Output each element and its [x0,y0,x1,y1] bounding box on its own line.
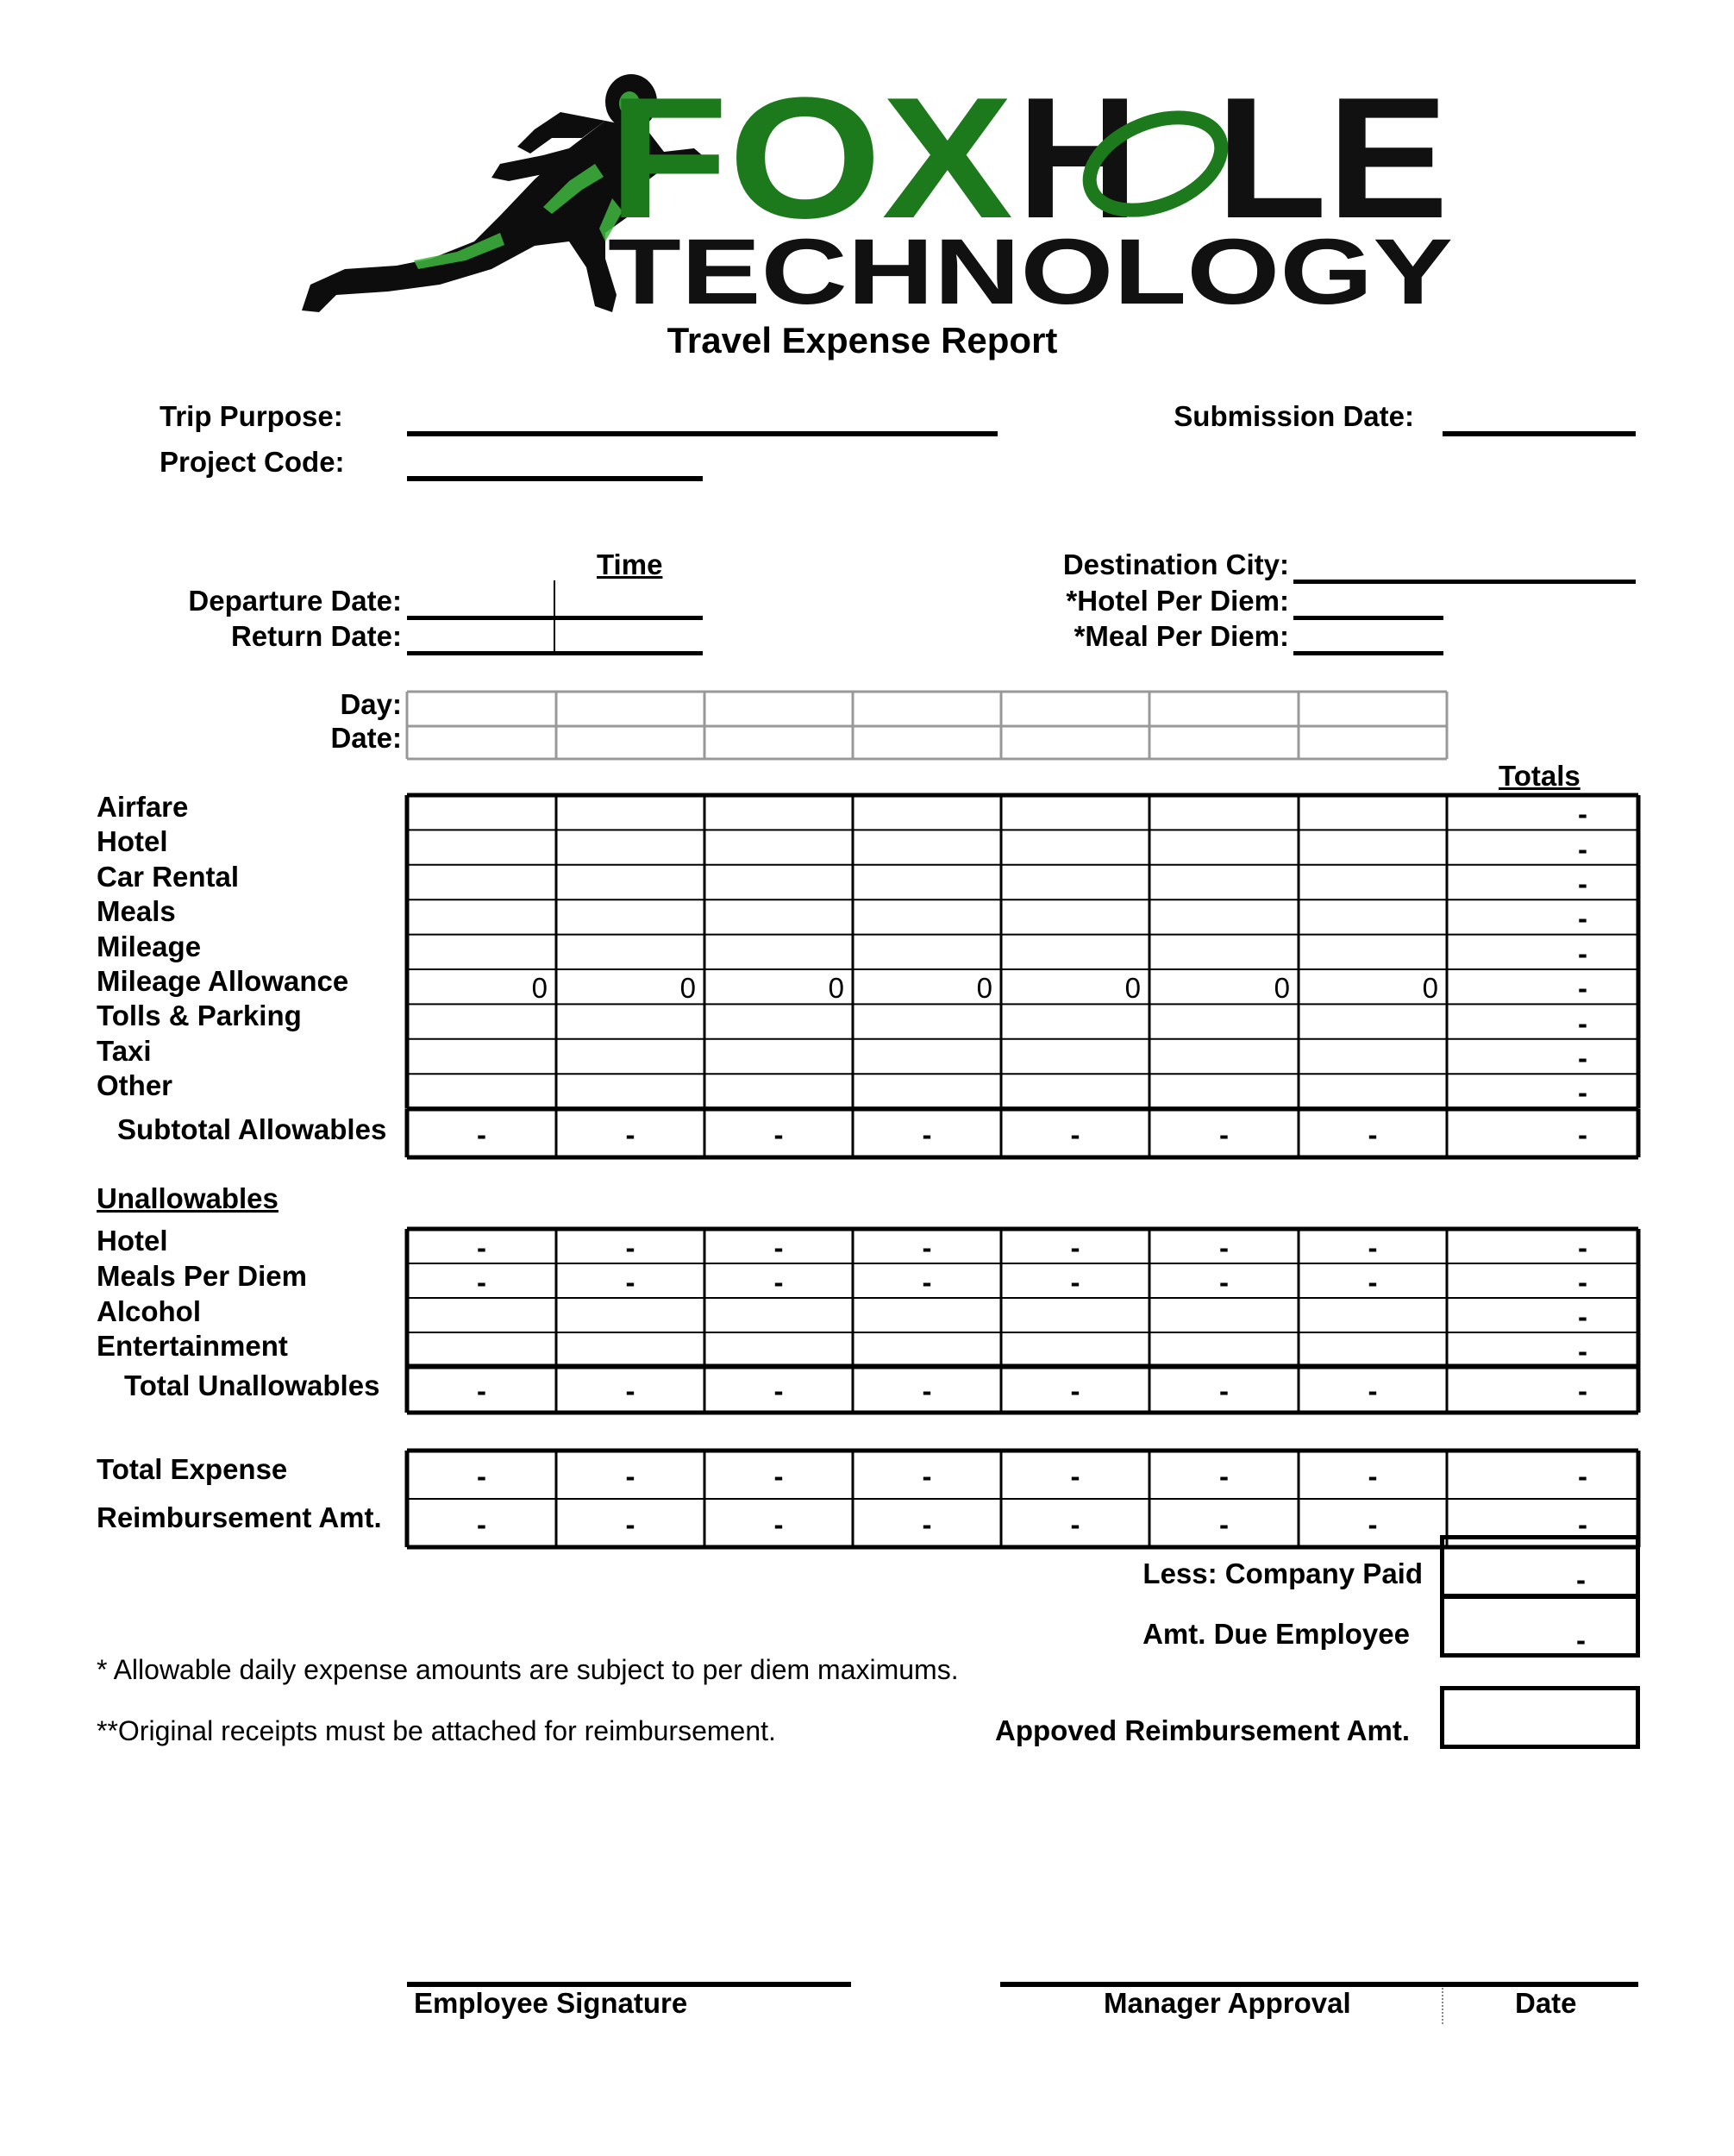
grid-cell-value: 0 [1124,972,1141,1005]
row-label: Entertainment [97,1330,288,1363]
amt-due-employee-value: - [1576,1624,1586,1656]
grid-cell-value: - [625,1508,635,1540]
logo-tagline: TECHNOLOGY [608,219,1453,319]
grid-cell-value: - [1219,1119,1229,1150]
row-total-value: - [1578,1266,1587,1298]
total-unallowables-label: Total Unallowables [124,1369,380,1401]
row-total-value: - [1578,972,1587,1005]
grid-cell-value: - [625,1460,635,1492]
grid-cell-value: - [1070,1508,1080,1540]
grid-cell-value: - [625,1119,635,1150]
destination-city-label: Destination City: [1062,548,1289,580]
grid-cell-value: - [625,1266,635,1298]
row-label: Other [97,1069,173,1102]
row-label: Hotel [97,825,168,858]
logo-h: H [1017,69,1138,254]
row-total-value: - [1578,1006,1587,1039]
grid-cell-value: - [922,1119,932,1150]
row-label: Taxi [97,1034,152,1067]
row-label: Mileage Allowance [97,965,349,997]
departure-date-label: Departure Date: [188,585,402,617]
less-company-paid-label: Less: Company Paid [1142,1557,1423,1589]
grid-cell-value: - [1219,1508,1229,1540]
grid-cell-value: - [1368,1119,1378,1150]
logo-le: LE [1216,69,1449,254]
employee-signature-label: Employee Signature [414,1987,688,2019]
row-total-value: - [1578,1119,1587,1150]
grid-cell-value: - [1368,1460,1378,1492]
grid-cell-value: - [625,1232,635,1263]
signature-date-divider [1442,1988,1443,2024]
return-date-label: Return Date: [230,620,402,652]
subtotal-allowables-label: Subtotal Allowables [117,1113,387,1145]
row-label: Meals Per Diem [97,1259,307,1292]
project-code-label: Project Code: [160,446,345,478]
row-label: Alcohol [97,1294,201,1327]
grid-cell-value: 0 [976,972,992,1005]
grid-cell-value: - [922,1375,932,1407]
grid-cell-value: - [1070,1119,1080,1150]
row-label: Car Rental [97,860,240,893]
row-total-value: - [1578,868,1587,899]
row-total-value: - [1578,902,1587,935]
trip-purpose-label: Trip Purpose: [160,400,343,432]
date-label: Date: [330,722,402,754]
grid-cell-value: - [1070,1232,1080,1263]
grid-cell-value: - [773,1508,784,1540]
receipts-note: **Original receipts must be attached for reimbursement. [97,1715,776,1746]
row-total-value: - [1578,1335,1587,1367]
grid-cell-value: - [773,1119,784,1150]
grid-cell-value: 0 [531,972,548,1005]
grid-cell-value: 0 [1422,972,1438,1005]
per-diem-note: * Allowable daily expense amounts are subject to per diem maximums. [97,1654,959,1685]
time-label: Time [597,548,663,580]
grid-cell-value: - [1070,1266,1080,1298]
row-label: Tolls & Parking [97,1000,302,1032]
amt-due-employee-label: Amt. Due Employee [1142,1618,1410,1650]
grid-cell-value: - [922,1460,932,1492]
grid-cell-value: - [1070,1375,1080,1407]
grid-cell-value: - [1368,1375,1378,1407]
grid-cell-value: - [1070,1460,1080,1492]
grid-cell-value: - [477,1375,486,1407]
approved-reimbursement-label: Appoved Reimbursement Amt. [994,1714,1410,1746]
grid-cell-value: - [1219,1460,1229,1492]
manager-approval-label: Manager Approval [1104,1987,1351,2019]
row-total-value: - [1578,1460,1587,1492]
grid-cell-value: - [1368,1232,1378,1263]
grid-cell-value: 0 [828,972,844,1005]
grid-cell-value: - [477,1266,486,1298]
grid-cell-value: - [773,1460,784,1492]
grid-cell-value: - [773,1232,784,1263]
row-total-value: - [1578,1232,1587,1263]
grid-cell-value: - [1219,1266,1229,1298]
row-label: Meals [97,895,176,928]
grid-cell-value: - [1368,1266,1378,1298]
logo-fox: FOX [608,69,1013,254]
total-expense-label: Total Expense [97,1453,288,1485]
grid-cell-value: - [477,1460,486,1492]
amt-due-employee-box[interactable] [1440,1595,1640,1658]
grid-cell-value: - [773,1266,784,1298]
grid-cell-value: - [1219,1375,1229,1407]
row-total-value: - [1578,832,1587,865]
row-total-value: - [1578,1508,1587,1540]
grid-cell-value: - [1368,1508,1378,1540]
submission-date-label: Submission Date: [1174,400,1414,432]
row-label: Airfare [97,791,189,823]
less-company-paid-value: - [1576,1564,1586,1595]
approved-reimbursement-box[interactable] [1440,1686,1640,1749]
row-total-value: - [1578,937,1587,969]
meal-per-diem-label: *Meal Per Diem: [1074,620,1289,652]
signature-date-label: Date [1515,1987,1577,2019]
less-company-paid-box[interactable] [1440,1535,1640,1598]
grid-cell-value: - [773,1375,784,1407]
totals-header: Totals [1499,760,1581,792]
grid-cell-value: - [922,1232,932,1263]
grid-cell-value: - [922,1508,932,1540]
row-total-value: - [1578,1076,1587,1109]
hotel-per-diem-label: *Hotel Per Diem: [1066,585,1289,617]
grid-cell-value: - [477,1508,486,1540]
row-total-value: - [1578,798,1587,830]
day-label: Day: [340,688,402,720]
grid-cell-value: - [477,1119,486,1150]
page-title: Travel Expense Report [667,320,1058,360]
row-label: Hotel [97,1225,168,1257]
row-label: Mileage [97,930,202,962]
reimbursement-amt-label: Reimbursement Amt. [97,1501,382,1533]
unallowables-heading: Unallowables [97,1182,279,1214]
grid-cell-value: - [922,1266,932,1298]
grid-cell-value: - [1219,1232,1229,1263]
grid-cell-value: 0 [679,972,696,1005]
row-total-value: - [1578,1375,1587,1407]
row-total-value: - [1578,1042,1587,1074]
grid-cell-value: 0 [1274,972,1290,1005]
grid-cell-value: - [477,1232,486,1263]
row-total-value: - [1578,1300,1587,1332]
grid-cell-value: - [625,1375,635,1407]
